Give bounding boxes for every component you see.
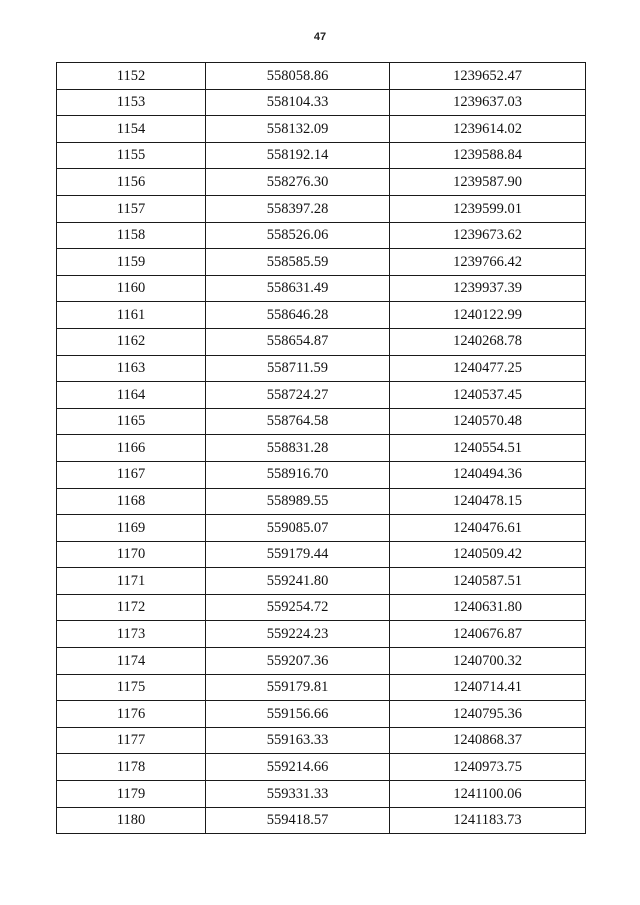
x-coordinate-cell: 559156.66 (206, 701, 390, 728)
y-coordinate-cell: 1239637.03 (390, 89, 586, 116)
y-coordinate-cell: 1239614.02 (390, 116, 586, 143)
point-number-cell: 1172 (57, 594, 206, 621)
y-coordinate-cell: 1240476.61 (390, 515, 586, 542)
x-coordinate-cell: 558764.58 (206, 408, 390, 435)
point-number-cell: 1163 (57, 355, 206, 382)
table-row (57, 116, 586, 143)
x-coordinate-cell: 559254.72 (206, 594, 390, 621)
table-row (57, 701, 586, 728)
x-coordinate-cell: 559085.07 (206, 515, 390, 542)
table-row (57, 515, 586, 542)
x-coordinate-cell: 559241.80 (206, 568, 390, 595)
table-row (57, 275, 586, 302)
point-number-cell: 1173 (57, 621, 206, 648)
y-coordinate-cell: 1239937.39 (390, 275, 586, 302)
x-coordinate-cell: 558724.27 (206, 382, 390, 409)
point-number-cell: 1158 (57, 222, 206, 249)
y-coordinate-cell: 1240714.41 (390, 674, 586, 701)
point-number-cell: 1176 (57, 701, 206, 728)
table-row (57, 328, 586, 355)
y-coordinate-cell: 1240587.51 (390, 568, 586, 595)
x-coordinate-cell: 559418.57 (206, 807, 390, 834)
table-row (57, 648, 586, 675)
point-number-cell: 1156 (57, 169, 206, 196)
point-number-cell: 1171 (57, 568, 206, 595)
point-number-cell: 1177 (57, 727, 206, 754)
y-coordinate-cell: 1240570.48 (390, 408, 586, 435)
y-coordinate-cell: 1240973.75 (390, 754, 586, 781)
point-number-cell: 1162 (57, 328, 206, 355)
table-row (57, 355, 586, 382)
x-coordinate-cell: 559163.33 (206, 727, 390, 754)
x-coordinate-cell: 558646.28 (206, 302, 390, 329)
x-coordinate-cell: 559179.81 (206, 674, 390, 701)
y-coordinate-cell: 1240676.87 (390, 621, 586, 648)
table-row (57, 89, 586, 116)
y-coordinate-cell: 1240868.37 (390, 727, 586, 754)
y-coordinate-cell: 1239599.01 (390, 195, 586, 222)
y-coordinate-cell: 1241100.06 (390, 781, 586, 808)
table-row (57, 754, 586, 781)
y-coordinate-cell: 1240700.32 (390, 648, 586, 675)
x-coordinate-cell: 558831.28 (206, 435, 390, 462)
y-coordinate-cell: 1240268.78 (390, 328, 586, 355)
point-number-cell: 1166 (57, 435, 206, 462)
table-row (57, 222, 586, 249)
y-coordinate-cell: 1240478.15 (390, 488, 586, 515)
point-number-cell: 1170 (57, 541, 206, 568)
table-row (57, 142, 586, 169)
table-row (57, 541, 586, 568)
point-number-cell: 1174 (57, 648, 206, 675)
point-number-cell: 1180 (57, 807, 206, 834)
point-number-cell: 1165 (57, 408, 206, 435)
table-row (57, 807, 586, 834)
x-coordinate-cell: 558132.09 (206, 116, 390, 143)
table-row (57, 488, 586, 515)
table-row (57, 302, 586, 329)
coordinates-table-body (57, 63, 586, 834)
x-coordinate-cell: 558192.14 (206, 142, 390, 169)
table-row (57, 727, 586, 754)
point-number-cell: 1161 (57, 302, 206, 329)
y-coordinate-cell: 1239766.42 (390, 249, 586, 276)
point-number-cell: 1157 (57, 195, 206, 222)
x-coordinate-cell: 558397.28 (206, 195, 390, 222)
table-row (57, 674, 586, 701)
table-row (57, 594, 586, 621)
table-row (57, 195, 586, 222)
table-row (57, 408, 586, 435)
y-coordinate-cell: 1239588.84 (390, 142, 586, 169)
x-coordinate-cell: 558585.59 (206, 249, 390, 276)
point-number-cell: 1167 (57, 461, 206, 488)
x-coordinate-cell: 558526.06 (206, 222, 390, 249)
x-coordinate-cell: 559331.33 (206, 781, 390, 808)
point-number-cell: 1154 (57, 116, 206, 143)
y-coordinate-cell: 1240477.25 (390, 355, 586, 382)
x-coordinate-cell: 558654.87 (206, 328, 390, 355)
point-number-cell: 1169 (57, 515, 206, 542)
x-coordinate-cell: 558058.86 (206, 63, 390, 90)
y-coordinate-cell: 1240122.99 (390, 302, 586, 329)
x-coordinate-cell: 559179.44 (206, 541, 390, 568)
x-coordinate-cell: 558989.55 (206, 488, 390, 515)
x-coordinate-cell: 559224.23 (206, 621, 390, 648)
point-number-cell: 1159 (57, 249, 206, 276)
x-coordinate-cell: 559207.36 (206, 648, 390, 675)
table-row (57, 382, 586, 409)
x-coordinate-cell: 559214.66 (206, 754, 390, 781)
x-coordinate-cell: 558631.49 (206, 275, 390, 302)
x-coordinate-cell: 558711.59 (206, 355, 390, 382)
point-number-cell: 1153 (57, 89, 206, 116)
y-coordinate-cell: 1241183.73 (390, 807, 586, 834)
table-row (57, 461, 586, 488)
point-number-cell: 1179 (57, 781, 206, 808)
table-row (57, 169, 586, 196)
y-coordinate-cell: 1240494.36 (390, 461, 586, 488)
y-coordinate-cell: 1240509.42 (390, 541, 586, 568)
y-coordinate-cell: 1240795.36 (390, 701, 586, 728)
y-coordinate-cell: 1239652.47 (390, 63, 586, 90)
y-coordinate-cell: 1240537.45 (390, 382, 586, 409)
table-row (57, 568, 586, 595)
y-coordinate-cell: 1239673.62 (390, 222, 586, 249)
table-row (57, 621, 586, 648)
page-number: 47 (313, 31, 327, 43)
table-row (57, 781, 586, 808)
point-number-cell: 1155 (57, 142, 206, 169)
table-row (57, 249, 586, 276)
table-row (57, 435, 586, 462)
y-coordinate-cell: 1240554.51 (390, 435, 586, 462)
point-number-cell: 1160 (57, 275, 206, 302)
y-coordinate-cell: 1240631.80 (390, 594, 586, 621)
point-number-cell: 1164 (57, 382, 206, 409)
point-number-cell: 1168 (57, 488, 206, 515)
x-coordinate-cell: 558104.33 (206, 89, 390, 116)
x-coordinate-cell: 558916.70 (206, 461, 390, 488)
coordinates-table (56, 62, 586, 834)
y-coordinate-cell: 1239587.90 (390, 169, 586, 196)
x-coordinate-cell: 558276.30 (206, 169, 390, 196)
point-number-cell: 1178 (57, 754, 206, 781)
point-number-cell: 1175 (57, 674, 206, 701)
point-number-cell: 1152 (57, 63, 206, 90)
table-row (57, 63, 586, 90)
